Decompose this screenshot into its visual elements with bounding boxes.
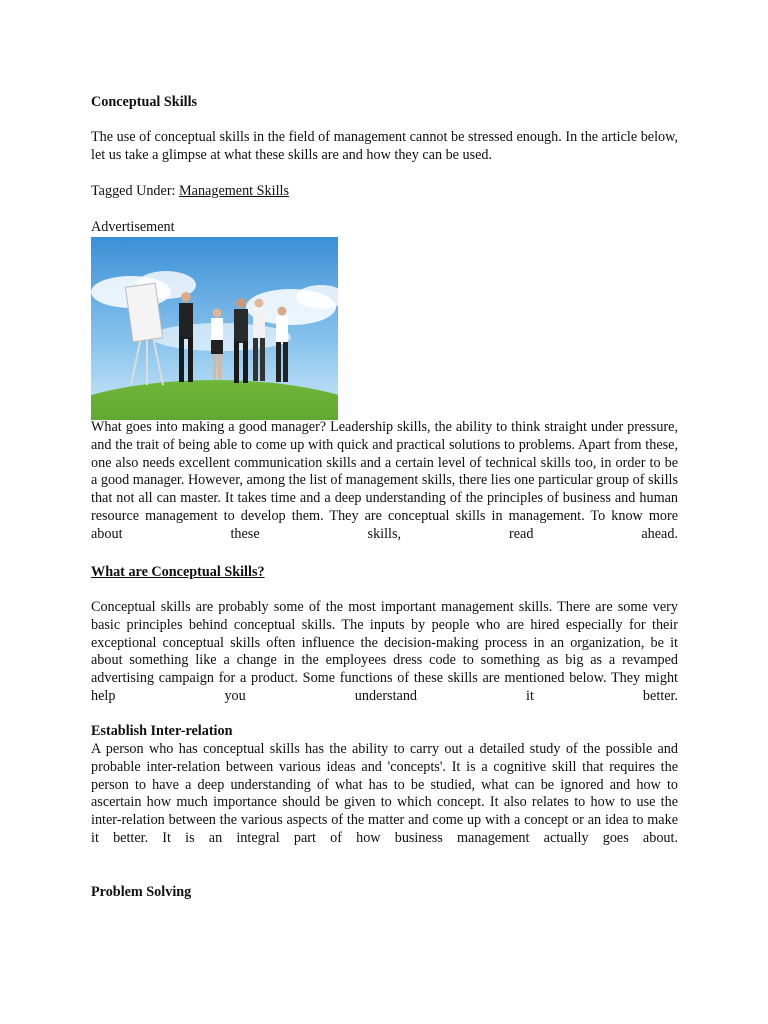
tagged-under bbox=[91, 183, 289, 201]
section-heading-establish-inter-relation: Establish Inter-relation bbox=[91, 723, 233, 739]
photo-illustration bbox=[91, 237, 338, 420]
management-skills-link[interactable]: Management Skills bbox=[179, 183, 289, 199]
body-paragraph-2: Conceptual skills are probably some of the most important management skills. There are some very basic principles behind conceptual skills. The inputs by people who are hired especially for their exceptional conceptual skills often influence the decision-making process in an organization, be it about something like a change in the employees dress code to something as big as a revamped advertising campaign for a product. Some functions of these skills are mentioned below. They might help you understand it better. bbox=[91, 599, 678, 704]
body-paragraph-3: A person who has conceptual skills has the ability to carry out a detailed study of the possible and probable inter-relation between various ideas and 'concepts'. It is a cognitive skill that requires the person to have a deep understanding of what has to be studied, what can be ignored and how to ascertain how much importance should be given to which concept. It also relates to how to use the inter-relation between the various aspects of the matter and come up with a concept or an idea to make it better. It is an integral part of how business management actually goes about. bbox=[91, 741, 678, 846]
advertisement-label: Advertisement bbox=[91, 219, 175, 235]
page-title: Conceptual Skills bbox=[91, 94, 198, 110]
section-heading-problem-solving: Problem Solving bbox=[91, 884, 192, 900]
business-team-photo bbox=[91, 237, 338, 420]
intro-paragraph: The use of conceptual skills in the field of management cannot be stressed enough. In the article below, let us take a glimpse at what these skills are and how they can be used. bbox=[91, 129, 678, 163]
tagged-label: Tagged Under: bbox=[91, 183, 180, 199]
section-heading-what-are-conceptual-skills: What are Conceptual Skills? bbox=[91, 564, 265, 580]
body-paragraph-1: What goes into making a good manager? Leadership skills, the ability to think straight under pressure, and the trait of being able to come up with quick and practical solutions to problems. Apart from these, one also needs excellent communication skills and a certain level of technical skills too, in order to be a good manager. However, among the list of management skills, there lies one particular group of skills that not all can master. It takes time and a deep understanding of the principles of business and human resource management to develop them. They are conceptual skills in management. To know more about these skills, read ahead. bbox=[91, 419, 678, 542]
